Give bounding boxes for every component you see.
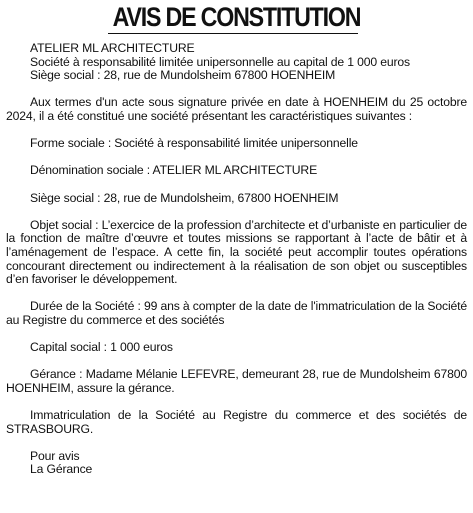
denomination-paragraph: Dénomination sociale : ATELIER ML ARCHITECTURE <box>30 163 318 178</box>
signature-gerance: La Gérance <box>30 462 93 477</box>
company-address: Siège social : 28, rue de Mundolsheim 67800 HOENHEIM <box>30 68 336 83</box>
company-header <box>6 42 467 83</box>
intro-paragraph: Aux termes d'un acte sous signature privée en date à HOENHEIM du 25 octobre 2024, il a été constitué une société présentant les caractéristiques suivantes : <box>6 95 467 123</box>
company-name: ATELIER ML ARCHITECTURE <box>30 41 195 55</box>
company-legal-form: Société à responsabilité limitée unipersonnelle au capital de 1 000 euros <box>30 54 410 69</box>
duree-paragraph: Durée de la Société : 99 ans à compter de la date de l'immatriculation de la Société au Registre du commerce et des sociétés <box>6 299 467 327</box>
objet-paragraph: Objet social : L’exercice de la profession d’architecte et d’urbaniste en particulier de la fonction de maître d’œuvre et toutes missions se rapportant à l’acte de bâtir et à l’aménagement de l’espace. A cette fin, la société peut accomplir toutes opérations concourant directement ou indirectement à la réalisation de son objet ou susceptibles d’en favoriser le développement. <box>6 217 467 287</box>
signature-block <box>6 450 467 477</box>
gerance-paragraph: Gérance : Madame Mélanie LEFEVRE, demeurant 28, rue de Mundolsheim 67800 HOENHEIM, assure la gérance. <box>6 367 467 395</box>
title-underline <box>108 33 358 34</box>
siege-paragraph: Siège social : 28, rue de Mundolsheim, 67800 HOENHEIM <box>30 190 339 205</box>
immatriculation-paragraph: Immatriculation de la Société au Registre du commerce et des sociétés de STRASBOURG. <box>6 408 467 436</box>
notice-body <box>6 42 467 477</box>
notice-title: AVIS DE CONSTITUTION <box>112 2 361 32</box>
capital-paragraph: Capital social : 1 000 euros <box>30 340 173 355</box>
signature-pour-avis: Pour avis <box>30 448 80 463</box>
forme-paragraph: Forme sociale : Société à responsabilité limitée unipersonnelle <box>30 136 358 151</box>
